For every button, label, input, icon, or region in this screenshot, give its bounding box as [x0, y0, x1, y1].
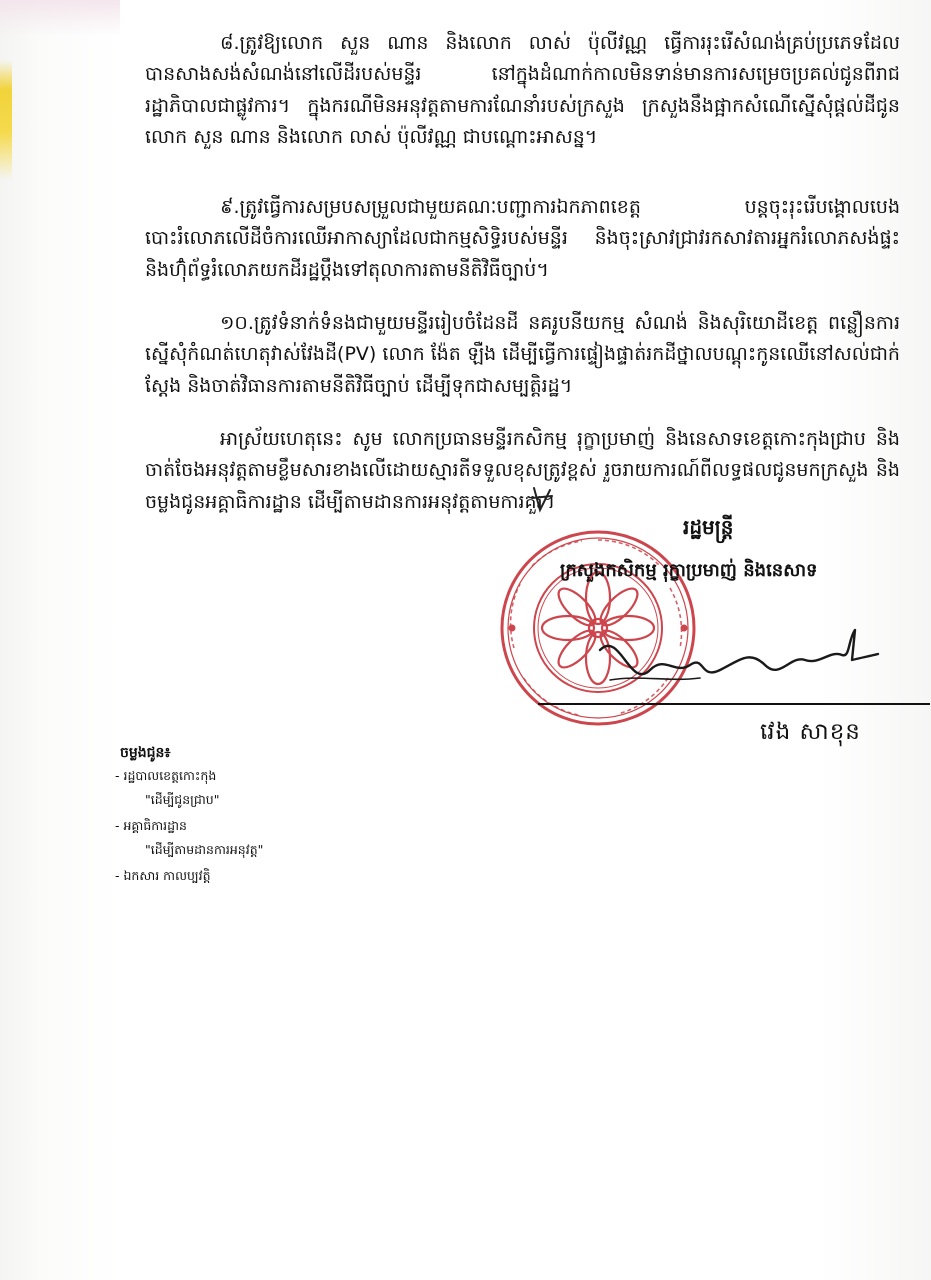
- cc-list-item-note: "ដើម្បីតាមដានការអនុវត្ត": [145, 842, 264, 857]
- minister-title: រដ្ឋមន្ត្រី: [683, 515, 734, 539]
- cc-list-item: - រដ្ឋបាលខេត្តកោះកុង: [115, 768, 217, 783]
- cc-list-item: - អគ្គាធិការដ្ឋាន: [115, 818, 187, 833]
- paragraph-item-9: ៩.ត្រូវធ្វើការសម្របសម្រួលជាមួយគណៈបញ្ជាការឯកភាពខេត្ត បន្តចុះរុះរើបង្គោលបេងបោះរំលោភលើដីចំការឈើអាកាស្យាដែលជាកម្មសិទ្ធិរបស់មន្ទីរ និងចុះស្រាវជ្រាវរកសាវតារអ្នករំលោភសង់ផ្ទះ និងហ៊ុំព័ទ្ធរំលោភយកដីរដ្ឋប្តឹងទៅតុលាការតាមនីតិវិធីច្បាប់។: [145, 196, 900, 281]
- minister-name: វេង សាខុន: [760, 719, 861, 745]
- cc-list-item-note: "ដើម្បីជូនជ្រាប": [145, 792, 220, 807]
- tick-mark-icon: [528, 484, 558, 514]
- signature-line: [538, 703, 930, 705]
- paragraph-item-8: ៨.ត្រូវឱ្យលោក សួន ណាន និងលោក លាស់ ប៉ុលីវណ្ណ ធ្វើការរុះរើសំណង់គ្រប់ប្រភេទដែលបានសាងសង់សំណង់នៅលើដីរបស់មន្ទីរ នៅក្នុងដំណាក់កាលមិនទាន់មានការសម្រេចប្រគល់ជូនពីរាជរដ្ឋាភិបាលជាផ្លូវការ។ ក្នុងករណីមិនអនុវត្តតាមការណែនាំរបស់ក្រសួង ក្រសួងនឹងផ្អាកសំណើស្នើសុំផ្តល់ដីជូនលោក សួន ណាន និងលោក លាស់ ប៉ុលីវណ្ណ ជាបណ្តោះអាសន្ន។: [145, 32, 900, 148]
- page-edge-yellow-stripe: [0, 60, 12, 180]
- cc-title: ចម្លងជូន៖: [120, 745, 171, 761]
- cc-list-item: - ឯកសារ កាលប្បវត្តិ: [115, 868, 211, 883]
- handwritten-signature-icon: [580, 620, 880, 710]
- ministry-name: ក្រសួងកសិកម្ម រុក្ខាប្រមាញ់ និងនេសាទ: [560, 560, 818, 581]
- closing-paragraph: អាស្រ័យហេតុនេះ សូម លោកប្រធានមន្ទីរកសិកម្ម រុក្ខាប្រមាញ់ និងនេសាទខេត្តកោះកុងជ្រាប និងចាត់ចែងអនុវត្តតាមខ្លឹមសារខាងលើដោយស្មារតីទទួលខុសត្រូវខ្ពស់ រួចរាយការណ៍ពីលទ្ធផលជូនមកក្រសួង និងចម្លងជូនអគ្គាធិការដ្ឋាន ដើម្បីតាមដានការអនុវត្តតាមការគួរ។: [145, 428, 900, 513]
- paragraph-item-10: ១០.ត្រូវទំនាក់ទំនងជាមួយមន្ទីររៀបចំដែនដី នគរូបនីយកម្ម សំណង់ និងសុរិយោដីខេត្ត ពន្លឿនការស្នើសុំកំណត់ហេតុវាស់វែងដី(PV) លោក ង៉ែត ឡឺង ដើម្បីធ្វើការផ្ទៀងផ្ទាត់រកដីថ្នាលបណ្តុះកូនឈើនៅសល់ជាក់ស្តែង និងចាត់វិធានការតាមនីតិវិធីច្បាប់ ដើម្បីទុកជាសម្បត្តិរដ្ឋ។: [145, 312, 900, 397]
- page-edge-tint: [0, 0, 120, 36]
